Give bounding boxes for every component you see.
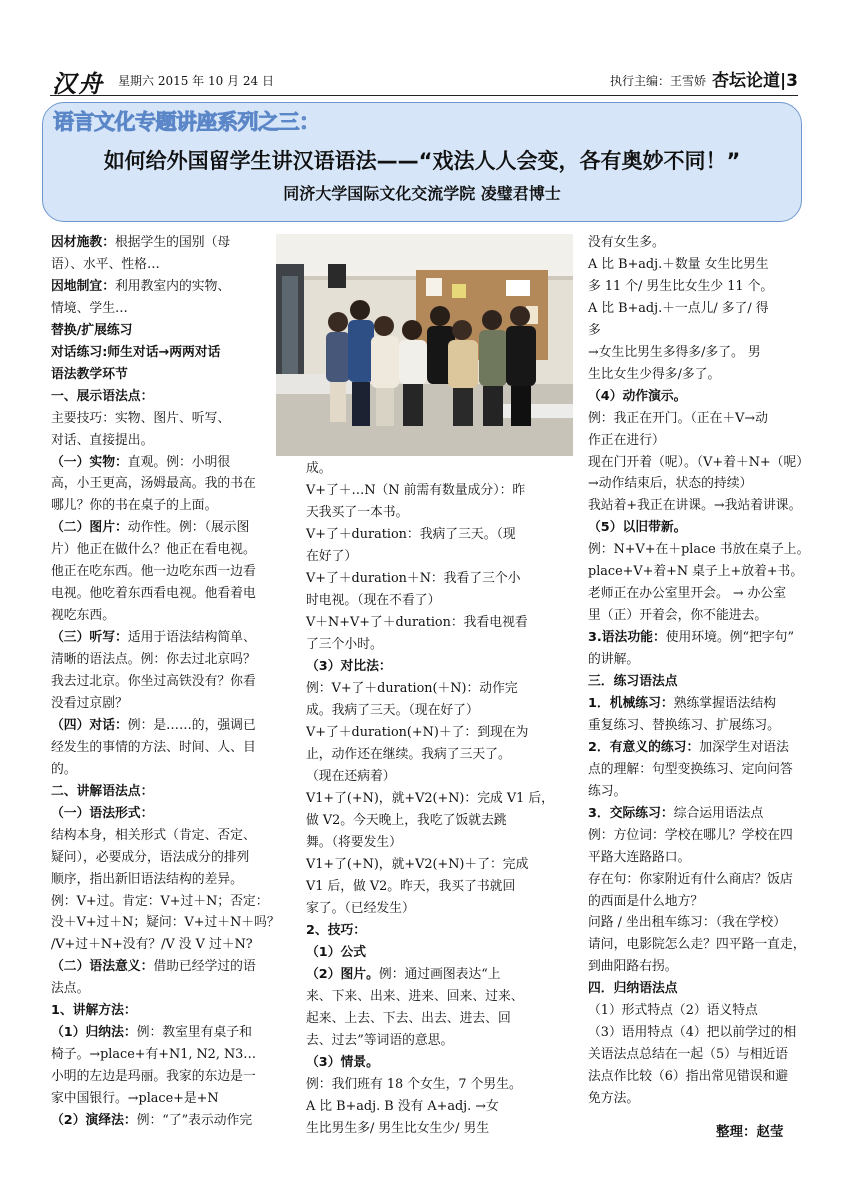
line-text: 结构本身，相关形式（肯定、否定、: [51, 827, 256, 843]
bold-lead: 三．练习语法点: [588, 674, 678, 689]
line-text: 例：我正在开门。（正在＋V→动: [588, 410, 768, 426]
line-text: 练习。: [588, 783, 627, 799]
bold-lead: 语法教学环节: [51, 366, 128, 382]
text-line: [51, 1110, 252, 1131]
line-text: 在好了）: [306, 549, 358, 564]
line-text: 例：我们班有 18 个女生，7 个男生。: [306, 1077, 522, 1092]
text-line: [306, 986, 524, 1007]
series-title: 语言文化专题讲座系列之三：: [53, 110, 320, 134]
line-text: V1 后，做 V2。昨天，我买了书就回: [306, 879, 516, 894]
line-text: 根据学生的国别（母: [114, 235, 231, 250]
text-line: [588, 232, 665, 253]
text-line: [588, 473, 752, 494]
text-line: [588, 715, 780, 736]
line-text: 高，小王更高，汤姆最高。我的书在: [51, 476, 256, 492]
line-text: 多 11 个/ 男生比女生少 11 个。: [588, 278, 774, 294]
line-text: 例：通过画图表达“上: [378, 967, 501, 982]
bold-lead: （二）图片：: [51, 520, 128, 536]
text-line: [588, 495, 801, 516]
text-line: [51, 649, 256, 670]
text-line: [51, 254, 160, 275]
line-text: 做 V2。今天晚上，我吃了饭就去跳: [306, 813, 507, 828]
line-text: 适用于语法结构简单、: [127, 630, 256, 646]
text-line: [306, 810, 507, 831]
line-text: 情境、学生…: [51, 300, 128, 316]
text-line: [306, 1052, 379, 1073]
line-text: 直观。例：小明很: [127, 454, 231, 470]
text-line: [588, 561, 803, 582]
line-text: 例：方位词：学校在哪儿？学校在四: [588, 827, 793, 843]
bold-lead: 3．交际练习：: [588, 805, 674, 821]
text-line: [306, 964, 501, 985]
bold-lead: 1、讲解方法：: [51, 1003, 137, 1019]
text-line: [588, 869, 793, 890]
text-line: [306, 942, 366, 963]
line-text: A 比 B+adj.＋数量 女生比男生: [588, 256, 769, 272]
text-line: [51, 956, 256, 977]
line-text: 利用教室内的实物、: [114, 278, 231, 294]
bold-lead: （5）以旧带新。: [588, 520, 687, 536]
group-photo: [276, 234, 573, 456]
text-line: [588, 737, 789, 758]
text-line: [51, 1000, 137, 1021]
text-line: [306, 1008, 511, 1029]
line-text: 对话、直接提出。: [51, 432, 154, 448]
text-line: [51, 430, 153, 451]
text-line: [306, 634, 383, 655]
line-text: 免方法。: [588, 1091, 640, 1107]
text-line: [588, 1022, 796, 1043]
line-text: V+了＋duration＋N：我看了三个小: [306, 571, 521, 586]
line-text: 里（正）开着会，你不能进去。: [588, 608, 768, 624]
line-text: 多: [588, 322, 601, 338]
line-text: 了三个小时。: [306, 637, 383, 652]
bold-lead: 四．归纳语法点: [588, 981, 678, 997]
line-text: 家了。（已经发生）: [306, 901, 415, 916]
bold-lead: （1）归纳法：: [51, 1025, 137, 1041]
line-text: 使用环境。例“把字句”: [665, 630, 795, 646]
bold-lead: （1）公式: [306, 945, 367, 960]
line-text: 语）、水平、性格…: [51, 256, 160, 272]
line-text: （1）形式特点（2）语义特点: [588, 1003, 758, 1019]
text-line: [306, 590, 440, 611]
text-line: [51, 1022, 252, 1043]
line-text: V＋N+V+了＋duration：我看电视看: [306, 615, 528, 630]
article-byline: 同济大学国际文化交流学院 凌璧君博士: [283, 184, 561, 203]
line-text: 天我买了一本书。: [306, 505, 409, 520]
line-text: 顺序，指出新旧语法结构的差异。: [51, 871, 243, 887]
bold-lead: 因材施教：: [51, 235, 115, 250]
line-text: 加深学生对语法: [699, 739, 789, 755]
text-line: [588, 847, 690, 868]
line-text: 例：教室里有桌子和: [136, 1025, 252, 1041]
line-text: 没有女生多。: [588, 235, 665, 250]
text-line: [306, 458, 332, 479]
line-text: →动作结束后，状态的持续）: [588, 476, 753, 492]
compiler-credit: 整理：赵莹: [716, 1124, 784, 1140]
text-line: [306, 744, 511, 765]
line-text: V+了＋duration：我病了三天。（现: [306, 527, 516, 542]
bold-lead: （四）对话：: [51, 717, 128, 733]
text-line: [51, 912, 280, 933]
line-text: 去、过去”等词语的意思。: [306, 1033, 454, 1048]
line-text: 时电视。（现在不看了）: [306, 593, 441, 608]
text-line: [51, 803, 153, 824]
text-line: [51, 517, 249, 538]
text-line: [306, 678, 518, 699]
text-line: [588, 671, 678, 692]
bold-lead: （三）听写：: [51, 630, 128, 646]
text-line: [51, 627, 256, 648]
line-text: 的西面是什么地方？: [588, 893, 704, 909]
line-text: A 比 B+adj. B 没有 A+adj. →女: [306, 1099, 499, 1114]
line-text: 的。: [51, 761, 77, 777]
bold-lead: （3）情景。: [306, 1055, 379, 1070]
group-photo-image: [276, 234, 573, 456]
line-text: 没＋V+过＋N；疑问：V+过＋N＋吗？: [51, 915, 280, 931]
line-text: 例：“了”表示动作完: [136, 1113, 253, 1128]
text-line: [51, 408, 230, 429]
line-text: 的讲解。: [588, 652, 640, 668]
line-text: 我站着+我正在讲课。→我站着讲课。: [588, 498, 802, 514]
text-line: [51, 1066, 256, 1087]
bold-lead: （3）对比法：: [306, 659, 392, 674]
text-line: [588, 517, 686, 538]
text-line: [588, 605, 767, 626]
line-text: A 比 B+adj.＋一点儿/ 多了/ 得: [588, 300, 769, 316]
line-text: V1+了(+N)，就+V2(+N)＋了：完成: [306, 857, 529, 872]
text-line: [588, 583, 786, 604]
text-line: [51, 934, 253, 955]
bold-lead: 替换/扩展练习: [51, 322, 133, 338]
text-line: [51, 539, 256, 560]
text-line: [51, 1044, 256, 1065]
text-line: [588, 978, 678, 999]
text-line: [51, 452, 230, 473]
line-text: 来、下来、出来、进来、回来、过来、: [306, 989, 524, 1004]
line-text: 现在门开着（呢）。（V+着＋N+（呢）: [588, 454, 810, 470]
text-line: [588, 342, 761, 363]
bold-lead: （4）动作演示。: [588, 388, 687, 404]
line-text: 问路 / 坐出租车练习：（我在学校）: [588, 915, 787, 931]
text-line: [588, 825, 793, 846]
line-text: 成。我病了三天。（现在好了）: [306, 703, 479, 718]
text-line: [51, 1088, 219, 1109]
line-text: 例：V+过。肯定：V+过＋N；否定：: [51, 893, 269, 909]
text-line: [51, 978, 89, 999]
text-line: [588, 956, 678, 977]
text-line: [588, 386, 686, 407]
text-line: [51, 693, 128, 714]
line-text: 生比男生多/ 男生比女生少/ 男生: [306, 1121, 490, 1136]
text-line: [588, 781, 626, 802]
line-text: 小明的左边是玛丽。我家的东边是一: [51, 1069, 256, 1085]
line-text: 没看过京剧？: [51, 695, 128, 711]
text-line: [51, 495, 217, 516]
text-line: [306, 1096, 499, 1117]
bold-lead: （一）实物：: [51, 454, 128, 470]
text-line: [306, 656, 392, 677]
text-line: [51, 891, 269, 912]
text-line: [588, 1044, 788, 1065]
line-text: 起来、上去、下去、出去、进去、回: [306, 1011, 511, 1026]
article-title: 如何给外国留学生讲汉语语法——“戏法人人会变，各有奥妙不同！”: [103, 149, 741, 173]
text-line: [51, 364, 128, 385]
text-line: [51, 276, 230, 297]
line-text: 主要技巧：实物、图片、听写、: [51, 410, 231, 426]
line-text: 老师正在办公室里开会。 → 办公室: [588, 586, 787, 602]
line-text: 视吃东西。: [51, 608, 115, 624]
line-text: 成。: [306, 461, 332, 476]
text-line: [51, 825, 256, 846]
line-text: 熟练掌握语法结构: [673, 695, 777, 711]
line-text: 例：V+了＋duration(＋N)：动作完: [306, 681, 518, 696]
text-line: [51, 386, 153, 407]
text-line: [588, 452, 809, 473]
text-line: [306, 1074, 522, 1095]
chief-editor: 执行主编：王雪娇: [609, 74, 706, 88]
line-text: 平路大连路路口。: [588, 849, 691, 865]
bold-lead: 3.语法功能：: [588, 630, 666, 646]
text-line: [306, 1030, 453, 1051]
text-line: [588, 803, 763, 824]
text-line: [588, 254, 769, 275]
line-text: 重复练习、替换练习、扩展练习。: [588, 717, 780, 733]
text-line: [306, 832, 402, 853]
text-line: [588, 934, 806, 955]
bold-lead: 因地制宜：: [51, 278, 115, 294]
header-rule: [50, 95, 798, 96]
line-text: 疑问），必要成分，语法成分的排列: [51, 849, 250, 865]
line-text: 借助已经学过的语: [153, 959, 256, 975]
text-line: [51, 473, 256, 494]
bold-lead: 2．有意义的练习：: [588, 739, 700, 755]
line-text: 经发生的事情的方法、时间、人、目: [51, 739, 256, 755]
bold-lead: （2）图片。: [306, 967, 379, 982]
text-line: [588, 320, 601, 341]
bold-lead: （一）语法形式：: [51, 805, 154, 821]
text-line: [588, 1000, 758, 1021]
bold-lead: 2、技巧：: [306, 923, 367, 938]
text-line: [588, 649, 639, 670]
text-line: [306, 700, 479, 721]
line-text: V+了＋…N（N 前需有数量成分）：昨: [306, 483, 526, 498]
text-line: [51, 232, 230, 253]
line-text: 例：N+V+在＋place 书放在桌子上。: [588, 542, 810, 558]
line-text: （现在还病着）: [306, 769, 396, 784]
text-line: [306, 898, 415, 919]
text-line: [306, 1118, 489, 1139]
text-line: [51, 561, 256, 582]
line-text: place+V+着+N 桌子上+放着+书。: [588, 564, 804, 580]
line-text: （3）语用特点（4）把以前学过的相: [588, 1025, 797, 1041]
bold-lead: （2）演绎法：: [51, 1113, 137, 1128]
text-line: [51, 342, 220, 363]
line-text: 哪儿？你的书在桌子的上面。: [51, 498, 218, 514]
text-line: [588, 298, 769, 319]
text-line: [51, 298, 128, 319]
text-line: [588, 759, 793, 780]
page-header: [50, 64, 798, 98]
line-text: V+了＋duration(+N)＋了：到现在为: [306, 725, 529, 740]
text-line: [306, 876, 515, 897]
line-text: 他正在吃东西。他一边吃东西一边看: [51, 564, 256, 580]
text-line: [306, 480, 525, 501]
line-text: 作正在进行）: [588, 432, 665, 448]
title-banner: [42, 102, 802, 222]
line-text: 止，动作还在继续。我病了三天了。: [306, 747, 511, 762]
text-line: [306, 524, 516, 545]
text-line: [51, 320, 132, 341]
text-line: [51, 781, 153, 802]
issue-date: 星期六 2015 年 10 月 24 日: [118, 74, 274, 88]
line-text: 清晰的语法点。例：你去过北京吗？: [51, 652, 256, 668]
text-line: [588, 539, 809, 560]
line-text: 存在句：你家附近有什么商店？饭店: [588, 871, 793, 887]
line-text: 到曲阳路右拐。: [588, 959, 678, 975]
line-text: 法点。: [51, 981, 90, 997]
text-line: [51, 715, 256, 736]
bold-lead: 对话练习:师生对话→两两对话: [51, 344, 221, 360]
text-line: [588, 1088, 639, 1109]
text-line: [306, 546, 357, 567]
line-text: 法点作比较（6）指出常见错误和避: [588, 1069, 789, 1085]
text-line: [306, 766, 396, 787]
line-text: 关语法点总结在一起（5）与相近语: [588, 1047, 789, 1063]
bold-lead: 1．机械练习：: [588, 695, 674, 711]
bold-lead: 二、讲解语法点：: [51, 783, 154, 799]
line-text: 舞。（将要发生）: [306, 835, 402, 850]
text-line: [588, 891, 703, 912]
text-line: [51, 847, 249, 868]
line-text: 片）他正在做什么？他正在看电视。: [51, 542, 256, 558]
text-line: [588, 912, 786, 933]
text-line: [51, 737, 256, 758]
line-text: 动作性。例：（展示图: [127, 520, 250, 536]
text-line: [588, 693, 776, 714]
line-text: 家中国银行。→place+是+N: [51, 1091, 219, 1107]
text-line: [306, 568, 521, 589]
text-line: [51, 583, 256, 604]
text-line: [588, 364, 720, 385]
line-text: /V+过＋N+没有？/V 没 V 过＋N?: [51, 937, 253, 953]
text-line: [51, 671, 256, 692]
newspaper-logo: 汉舟: [52, 69, 104, 98]
line-text: 请问，电影院怎么走？四平路一直走，: [588, 937, 806, 953]
line-text: 椅子。→place+有+N1, N2, N3…: [51, 1047, 257, 1063]
section-title: 杏坛论道|3: [711, 71, 798, 91]
text-line: [588, 408, 768, 429]
text-line: [306, 502, 408, 523]
text-line: [51, 759, 77, 780]
text-line: [588, 627, 794, 648]
text-line: [588, 430, 665, 451]
line-text: 例：是……的，强调已: [127, 717, 256, 733]
text-line: [588, 276, 773, 297]
line-text: 生比女生少得多/多了。: [588, 366, 721, 382]
text-line: [306, 612, 528, 633]
line-text: →女生比男生多得多/多了。 男: [588, 344, 761, 360]
line-text: 我去过北京。你坐过高铁没有？你看: [51, 674, 256, 689]
line-text: 综合运用语法点: [673, 805, 764, 821]
line-text: 点的理解：句型变换练习、定向问答: [588, 761, 793, 777]
text-line: [306, 920, 366, 941]
text-line: [306, 722, 528, 743]
text-line: [51, 869, 243, 890]
line-text: 电视。他吃着东西看电视。他看着电: [51, 586, 256, 602]
text-line: [51, 605, 115, 626]
bold-lead: 一、展示语法点：: [51, 388, 154, 404]
text-line: [306, 854, 528, 875]
bold-lead: （二）语法意义：: [51, 959, 154, 975]
text-line: [588, 1066, 788, 1087]
text-line: [306, 788, 554, 809]
line-text: V1+了(+N)，就+V2(+N)：完成 V1 后，: [306, 791, 554, 806]
